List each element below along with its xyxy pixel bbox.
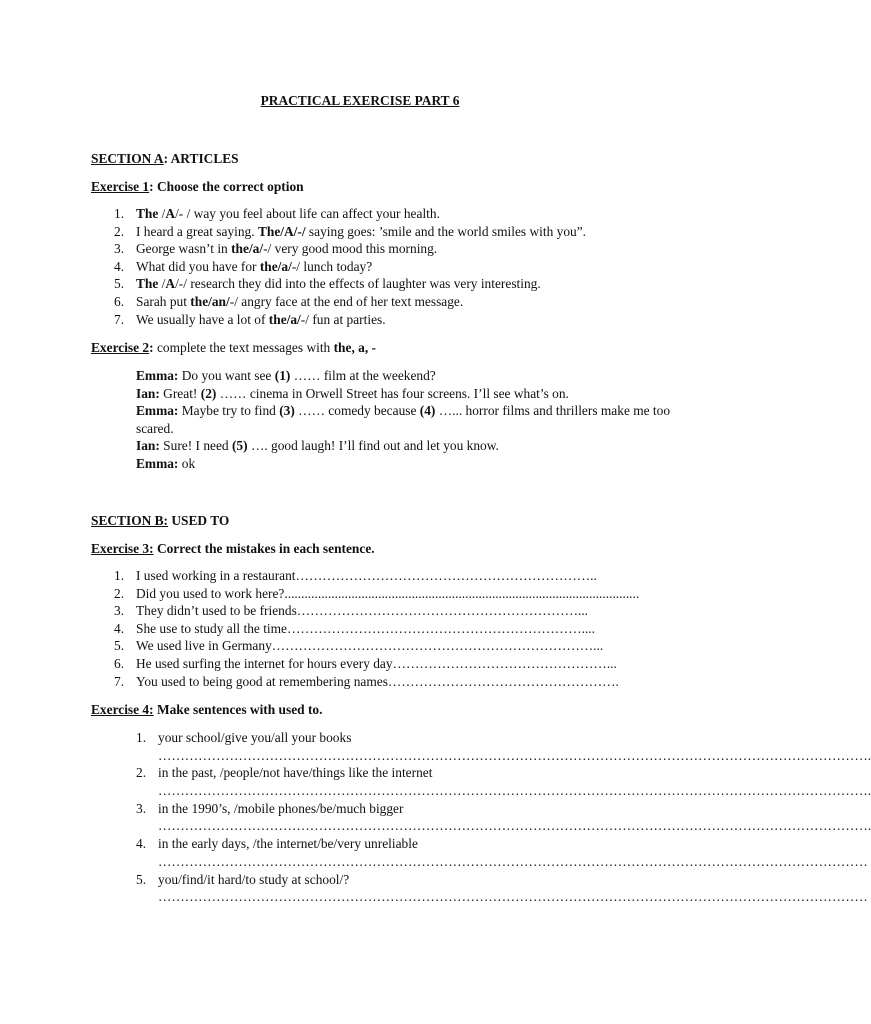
bold-text: The <box>136 206 159 221</box>
exercise-4-item <box>136 871 871 906</box>
bold-text: the/a/ <box>268 311 301 327</box>
bold-text: (1) <box>274 368 291 383</box>
text-run: saying goes: ’smile and the world smiles with you”. <box>305 223 587 239</box>
item-number: 5. <box>136 871 147 887</box>
item-number: 1. <box>136 730 147 745</box>
exercise-1-item <box>91 258 586 276</box>
bold-text: (2) <box>200 385 217 401</box>
answer-line[interactable]: ……………………………………………………………………………………………………………………………………………. <box>158 818 871 834</box>
dialog-line <box>136 455 696 473</box>
exercise-1-item <box>91 311 586 329</box>
dialog-line <box>136 367 696 385</box>
exercise-4-heading <box>91 701 322 719</box>
prompt-text: in the past, /people/not have/things like the internet <box>158 765 433 781</box>
exercise-1-item <box>91 223 586 241</box>
exercise-4-item <box>136 800 871 835</box>
exercise-4-label: Exercise 4: <box>91 702 154 717</box>
text-run: …… cinema in Orwell Street has four screens. I’ll see what’s on. <box>216 385 569 401</box>
bold-text: the/an/ <box>190 293 230 309</box>
bold-text: the/a/ <box>231 241 264 257</box>
exercise-1-item <box>91 275 586 293</box>
sentence-text: He used surfing the internet for hours every day…………………………………………... <box>136 655 617 671</box>
section-a-label: SECTION A <box>91 151 164 166</box>
text-run: Do you want see <box>178 368 275 383</box>
exercise-4-item <box>136 835 871 870</box>
item-number: 2. <box>114 223 125 239</box>
sentence-text: Did you used to work here?.......................................................................................................... <box>136 585 640 601</box>
text-run: Maybe try to find <box>178 403 280 419</box>
section-a-colon: : <box>163 151 169 166</box>
prompt-text: your school/give you/all your books <box>158 730 352 745</box>
sentence-text: They didn’t used to be friends………………………………………………………... <box>136 603 589 619</box>
bold-text: Emma: <box>136 403 179 419</box>
exercise-3-item <box>91 567 639 585</box>
bold-text: The <box>136 276 159 292</box>
dialog-line <box>136 402 696 437</box>
bold-text: Emma: <box>136 455 179 471</box>
answer-line[interactable]: …………………………………………………………………………………………………………………………………………… <box>158 853 868 869</box>
text-run: Sarah put <box>136 293 191 309</box>
exercise-3-item <box>91 602 639 620</box>
exercise-3-item <box>91 637 639 655</box>
item-number: 5. <box>114 276 125 292</box>
text-run: …… comedy because <box>294 403 420 419</box>
exercise-3-instruction: Correct the mistakes in each sentence. <box>153 541 375 556</box>
item-number: 4. <box>114 258 125 274</box>
exercise-2-heading <box>91 339 376 357</box>
section-b-heading <box>91 512 229 530</box>
answer-line[interactable]: …………………………………………………………………………………………………………………………………………… <box>158 889 868 905</box>
item-number: 3. <box>114 603 125 619</box>
bold-text: (4) <box>419 403 436 419</box>
text-run: …. good laugh! I’ll find out and let you know. <box>247 438 499 454</box>
item-number: 3. <box>136 800 147 816</box>
item-number: 6. <box>114 655 125 671</box>
text-run: / <box>158 206 166 221</box>
item-number: 2. <box>114 585 125 601</box>
prompt-text: in the early days, /the internet/be/very unreliable <box>158 836 418 852</box>
bold-text: Ian: <box>136 438 160 454</box>
text-run: /- / way you feel about life can affect your health. <box>175 206 440 221</box>
text-run: I heard a great saying. <box>136 223 258 239</box>
text-run: Sure! I need <box>159 438 232 454</box>
text-run: / <box>158 276 166 292</box>
exercise-4-item <box>136 764 871 799</box>
item-number: 2. <box>136 765 147 781</box>
sentence-text: I used working in a restaurant………………………………………………………….. <box>136 568 597 583</box>
exercise-3-item <box>91 585 639 603</box>
item-number: 4. <box>136 836 147 852</box>
text-run: -/ very good mood this morning. <box>263 241 438 257</box>
exercise-4-item <box>136 729 871 764</box>
text-run: …... horror films and thrillers make me too scared. <box>136 403 671 436</box>
bold-text: A <box>165 206 176 221</box>
text-run: What did you have for <box>136 258 260 274</box>
text-run: …… film at the weekend? <box>290 368 436 383</box>
exercise-1-item <box>91 240 586 258</box>
answer-line[interactable]: ……………………………………………………………………………………………………………………………………………. <box>158 747 871 763</box>
exercise-4-list <box>136 729 871 906</box>
exercise-1-item <box>91 293 586 311</box>
exercise-2-dialog <box>136 367 696 473</box>
text-run: ok <box>178 455 196 471</box>
exercise-3-heading <box>91 540 375 558</box>
exercise-1-heading <box>91 178 304 196</box>
dialog-line <box>136 385 696 403</box>
sentence-text: You used to being good at remembering names……………………………………………. <box>136 673 619 689</box>
bold-text: Ian: <box>136 385 160 401</box>
text-run: -/ fun at parties. <box>300 311 386 327</box>
text-run: Great! <box>159 385 201 401</box>
text-run: -/ lunch today? <box>291 258 373 274</box>
exercise-1-instruction: : Choose the correct option <box>149 179 304 194</box>
item-number: 7. <box>114 673 125 689</box>
section-b-label: SECTION B: <box>91 513 169 528</box>
text-run: /-/ research they did into the effects of laughter was very interesting. <box>175 276 541 292</box>
dialog-line <box>136 437 696 455</box>
exercise-3-item <box>91 655 639 673</box>
exercise-1-list <box>91 205 586 328</box>
text-run: -/ angry face at the end of her text message. <box>229 293 464 309</box>
bold-text: A <box>165 276 176 292</box>
exercise-3-item <box>91 620 639 638</box>
exercise-1-item <box>91 205 586 223</box>
prompt-text: in the 1990’s, /mobile phones/be/much bigger <box>158 800 404 816</box>
bold-text: (3) <box>279 403 295 419</box>
section-a-heading <box>91 150 239 168</box>
bold-text: The/A/-/ <box>257 223 306 239</box>
exercise-3-list <box>91 567 639 690</box>
exercise-1-label: Exercise 1 <box>91 179 150 194</box>
page-title: PRACTICAL EXERCISE PART 6 <box>260 93 460 108</box>
section-b-name: USED TO <box>168 513 230 528</box>
exercise-4-instruction: Make sentences with used to. <box>153 702 323 717</box>
exercise-3-item <box>91 673 639 691</box>
item-number: 6. <box>114 293 125 309</box>
item-number: 3. <box>114 241 125 257</box>
bold-text: (5) <box>231 438 248 454</box>
item-number: 1. <box>114 206 125 221</box>
item-number: 4. <box>114 620 125 636</box>
bold-text: Emma: <box>136 368 179 383</box>
exercise-3-label: Exercise 3: <box>91 541 154 556</box>
item-number: 7. <box>114 311 125 327</box>
sentence-text: We used live in Germany………………………………………………………………... <box>136 638 604 654</box>
answer-line[interactable]: ……………………………………………………………………………………………………………………………………………. <box>158 782 871 798</box>
exercise-2-label: Exercise 2 <box>91 340 150 355</box>
section-a-name: ARTICLES <box>170 151 239 166</box>
item-number: 5. <box>114 638 125 654</box>
exercise-2-colon: : <box>149 340 154 355</box>
text-run: We usually have a lot of <box>136 311 269 327</box>
item-number: 1. <box>114 568 125 583</box>
sentence-text: She use to study all the time………………………………………………………….... <box>136 620 595 636</box>
bold-text: the/a/ <box>259 258 292 274</box>
exercise-2-instruction: complete the text messages with <box>153 340 334 355</box>
prompt-text: you/find/it hard/to study at school/? <box>158 871 350 887</box>
text-run: George wasn’t in <box>136 241 232 257</box>
exercise-2-options: the, a, - <box>333 340 376 355</box>
